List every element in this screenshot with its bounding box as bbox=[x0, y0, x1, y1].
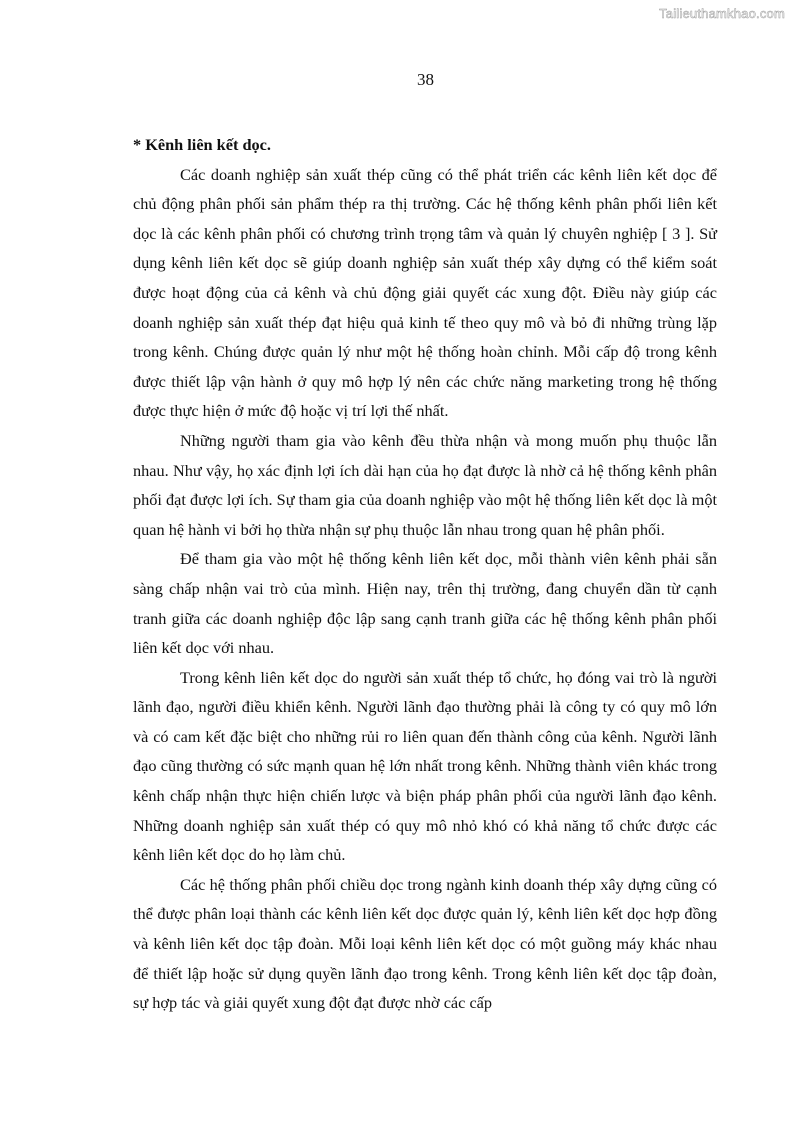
document-body bbox=[133, 130, 717, 1018]
paragraph-3: Để tham gia vào một hệ thống kênh liên kết dọc, mỗi thành viên kênh phải sẵn sàng chấp nhận vai trò của mình. Hiện nay, trên thị trường, đang chuyển dần từ cạnh tranh giữa các doanh nghiệp độc lập sang cạnh tranh giữa các hệ thống kênh phân phối liên kết dọc với nhau. bbox=[133, 549, 717, 658]
watermark: Tailieuthamkhao.com bbox=[659, 6, 785, 21]
paragraph-2: Những người tham gia vào kênh đều thừa nhận và mong muốn phụ thuộc lẫn nhau. Như vậy, họ xác định lợi ích dài hạn của họ đạt được là nhờ cả hệ thống kênh phân phối đạt được lợi ích. Sự tham gia của doanh nghiệp vào một hệ thống liên kết dọc là một quan hệ hành vi bởi họ thừa nhận sự phụ thuộc lẫn nhau trong quan hệ phân phối. bbox=[133, 430, 717, 539]
paragraph-5: Các hệ thống phân phối chiều dọc trong ngành kinh doanh thép xây dựng cũng có thể được phân loại thành các kênh liên kết dọc được quản lý, kênh liên kết dọc hợp đồng và kênh liên kết dọc tập đoàn. Mỗi loại kênh liên kết dọc có một guồng máy khác nhau để thiết lập hoặc sử dụng quyền lãnh đạo trong kênh. Trong kênh liên kết dọc tập đoàn, sự hợp tác và giải quyết xung đột đạt được nhờ các cấp bbox=[133, 874, 717, 1013]
page-number: 38 bbox=[417, 70, 434, 89]
paragraph-1: Các doanh nghiệp sản xuất thép cũng có thể phát triển các kênh liên kết dọc để chủ động phân phối sản phẩm thép ra thị trường. Các hệ thống kênh phân phối liên kết dọc là các kênh phân phối có chương trình trọng tâm và quản lý chuyên nghiệp [ 3 ]. Sử dụng kênh liên kết dọc sẽ giúp doanh nghiệp sản xuất thép xây dựng có thể kiểm soát được hoạt động của cả kênh và chủ động giải quyết các xung đột. Điều này giúp các doanh nghiệp sản xuất thép đạt hiệu quả kinh tế theo quy mô và bỏ đi những trùng lặp trong kênh. Chúng được quản lý như một hệ thống hoàn chỉnh. Mỗi cấp độ trong kênh được thiết lập vận hành ở quy mô hợp lý nên các chức năng marketing trong hệ thống được thực hiện ở mức độ hoặc vị trí lợi thế nhất. bbox=[133, 164, 717, 421]
section-heading: * Kênh liên kết dọc. bbox=[133, 135, 271, 154]
paragraph-4: Trong kênh liên kết dọc do người sản xuất thép tổ chức, họ đóng vai trò là người lãnh đạo, người điều khiển kênh. Người lãnh đạo thường phải là công ty có quy mô lớn và có cam kết đặc biệt cho những rủi ro liên quan đến thành công của kênh. Người lãnh đạo cũng thường có sức mạnh quan hệ lớn nhất trong kênh. Những thành viên khác trong kênh chấp nhận thực hiện chiến lược và biện pháp phân phối của người lãnh đạo kênh. Những doanh nghiệp sản xuất thép có quy mô nhỏ khó có khả năng tổ chức được các kênh liên kết dọc do họ làm chủ. bbox=[133, 667, 717, 865]
